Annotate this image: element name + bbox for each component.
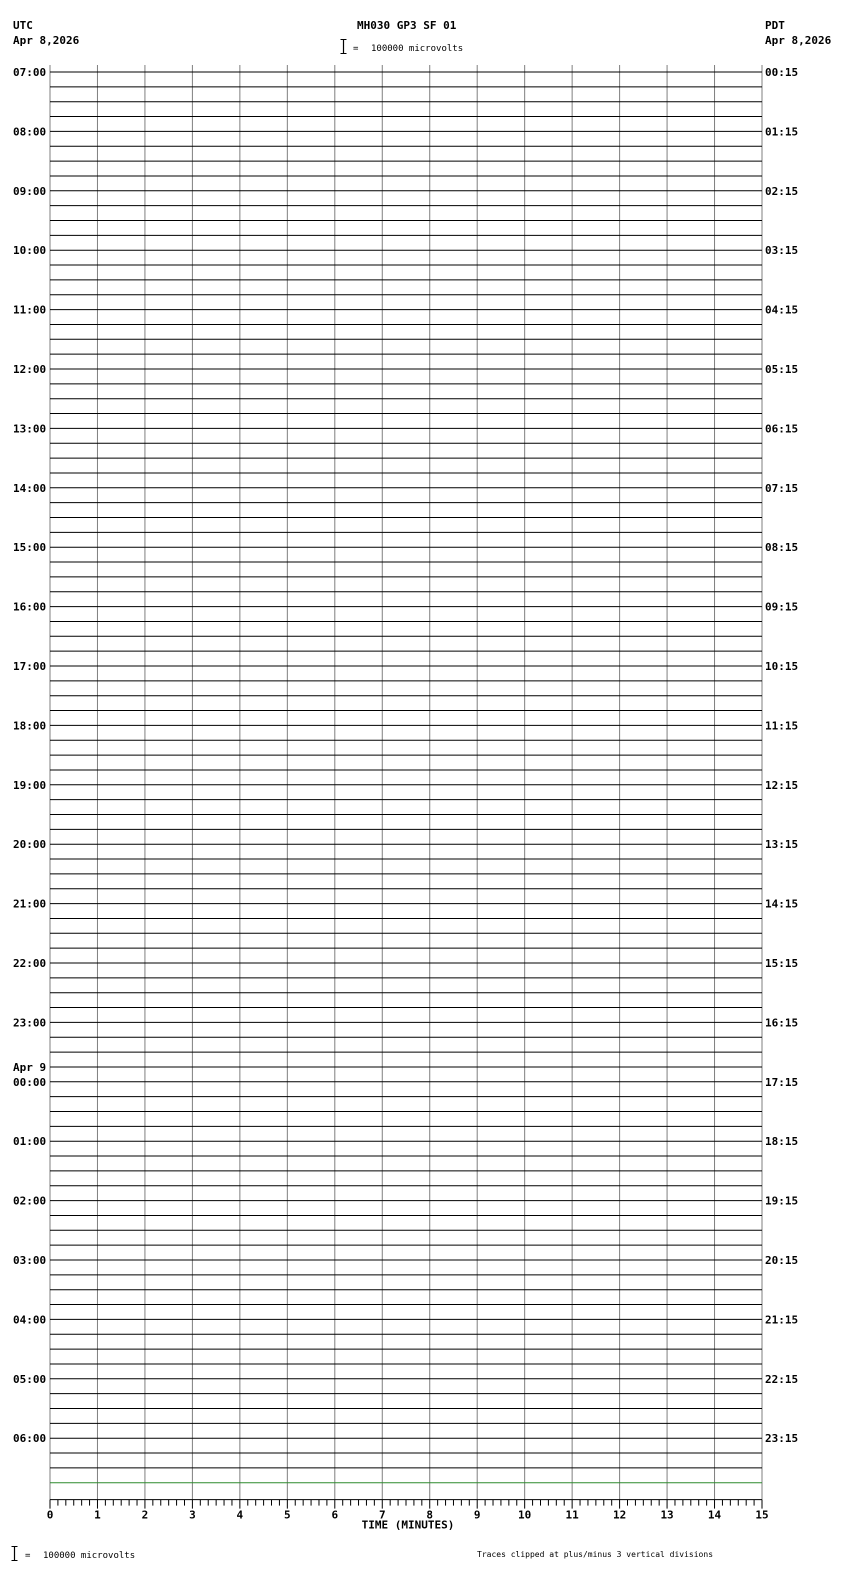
x-tick-label: 8 xyxy=(426,1508,434,1522)
pdt-hour-label: 16:15 xyxy=(765,1016,799,1030)
utc-hour-label: 00:00 xyxy=(13,1075,47,1089)
pdt-hour-label: 19:15 xyxy=(765,1194,799,1208)
pdt-date-label: Apr 8,2026 xyxy=(765,34,832,47)
x-tick-label: 3 xyxy=(189,1508,196,1522)
pdt-hour-label: 00:15 xyxy=(765,66,799,79)
pdt-hour-label: 15:15 xyxy=(765,957,799,970)
pdt-hour-label: 09:15 xyxy=(765,600,799,614)
x-tick-label: 13 xyxy=(660,1508,674,1522)
pdt-hour-label: 13:15 xyxy=(765,838,799,852)
pdt-hour-label: 11:15 xyxy=(765,719,799,733)
x-tick-label: 10 xyxy=(518,1508,532,1522)
utc-hour-label: 11:00 xyxy=(13,303,47,317)
utc-hour-label: 22:00 xyxy=(13,957,47,970)
pdt-hour-label: 04:15 xyxy=(765,303,799,317)
x-tick-label: 15 xyxy=(755,1508,769,1522)
pdt-hour-label: 14:15 xyxy=(765,897,799,911)
utc-hour-label: 23:00 xyxy=(13,1016,47,1030)
pdt-hour-label: 01:15 xyxy=(765,125,799,139)
x-tick-label: 5 xyxy=(284,1508,291,1522)
scale-equals: = xyxy=(353,44,359,54)
pdt-hour-label: 05:15 xyxy=(765,363,799,376)
utc-hour-label: 02:00 xyxy=(13,1194,47,1208)
utc-hour-label: 17:00 xyxy=(13,660,47,673)
x-tick-label: 4 xyxy=(236,1508,244,1522)
utc-date-label: Apr 8,2026 xyxy=(13,34,80,47)
utc-hour-label: 20:00 xyxy=(13,838,47,852)
pdt-hour-label: 22:15 xyxy=(765,1372,799,1386)
pdt-hour-label: 08:15 xyxy=(765,541,799,555)
utc-hour-label: 19:00 xyxy=(13,778,47,792)
pdt-hour-label: 07:15 xyxy=(765,481,799,495)
utc-hour-label: 06:00 xyxy=(13,1432,47,1446)
utc-hour-label: 08:00 xyxy=(13,125,47,139)
utc-hour-label: 12:00 xyxy=(13,363,47,376)
utc-hour-label: 18:00 xyxy=(13,719,47,733)
pdt-hour-label: 10:15 xyxy=(765,660,799,673)
footer-scale-bar-icon xyxy=(11,1546,18,1561)
pdt-hour-label: 12:15 xyxy=(765,778,799,792)
utc-hour-label: 09:00 xyxy=(13,184,47,198)
pdt-hour-label: 03:15 xyxy=(765,244,799,258)
utc-date-change-label: Apr 9 xyxy=(13,1060,47,1074)
x-tick-label: 0 xyxy=(46,1508,54,1522)
pdt-hour-label: 06:15 xyxy=(765,422,799,436)
utc-hour-label: 05:00 xyxy=(13,1372,47,1386)
pdt-hour-label: 23:15 xyxy=(765,1432,799,1446)
pdt-hour-label: 17:15 xyxy=(765,1075,799,1089)
utc-hour-label: 14:00 xyxy=(13,481,47,495)
pdt-hour-label: 21:15 xyxy=(765,1313,799,1327)
utc-hour-label: 10:00 xyxy=(13,244,47,258)
footer-scale-equals: = xyxy=(25,1551,31,1561)
clip-note: Traces clipped at plus/minus 3 vertical divisions xyxy=(477,1550,714,1559)
pdt-zone-label: PDT xyxy=(765,19,785,32)
x-tick-label: 1 xyxy=(94,1508,101,1522)
utc-hour-label: 07:00 xyxy=(13,66,47,79)
x-tick-label: 7 xyxy=(378,1508,386,1522)
footer-scale-text: 100000 microvolts xyxy=(43,1551,136,1561)
utc-hour-label: 04:00 xyxy=(13,1313,47,1327)
utc-hour-label: 15:00 xyxy=(13,541,47,555)
x-tick-label: 12 xyxy=(612,1508,627,1522)
x-tick-label: 11 xyxy=(565,1508,579,1522)
x-tick-label: 6 xyxy=(331,1508,339,1522)
utc-hour-label: 16:00 xyxy=(13,600,47,614)
utc-hour-label: 13:00 xyxy=(13,422,47,436)
pdt-hour-label: 20:15 xyxy=(765,1254,799,1267)
scale-text: 100000 microvolts xyxy=(371,44,464,54)
x-tick-label: 14 xyxy=(707,1508,722,1522)
pdt-hour-label: 18:15 xyxy=(765,1135,799,1149)
x-tick-label: 9 xyxy=(473,1508,481,1522)
utc-hour-label: 03:00 xyxy=(13,1254,47,1267)
chart-title: MH030 GP3 SF 01 xyxy=(357,19,457,32)
x-tick-label: 2 xyxy=(141,1508,149,1522)
utc-hour-label: 01:00 xyxy=(13,1135,47,1149)
pdt-hour-label: 02:15 xyxy=(765,184,799,198)
x-axis-label: TIME (MINUTES) xyxy=(361,1518,455,1532)
utc-hour-label: 21:00 xyxy=(13,897,47,911)
utc-zone-label: UTC xyxy=(13,19,33,32)
